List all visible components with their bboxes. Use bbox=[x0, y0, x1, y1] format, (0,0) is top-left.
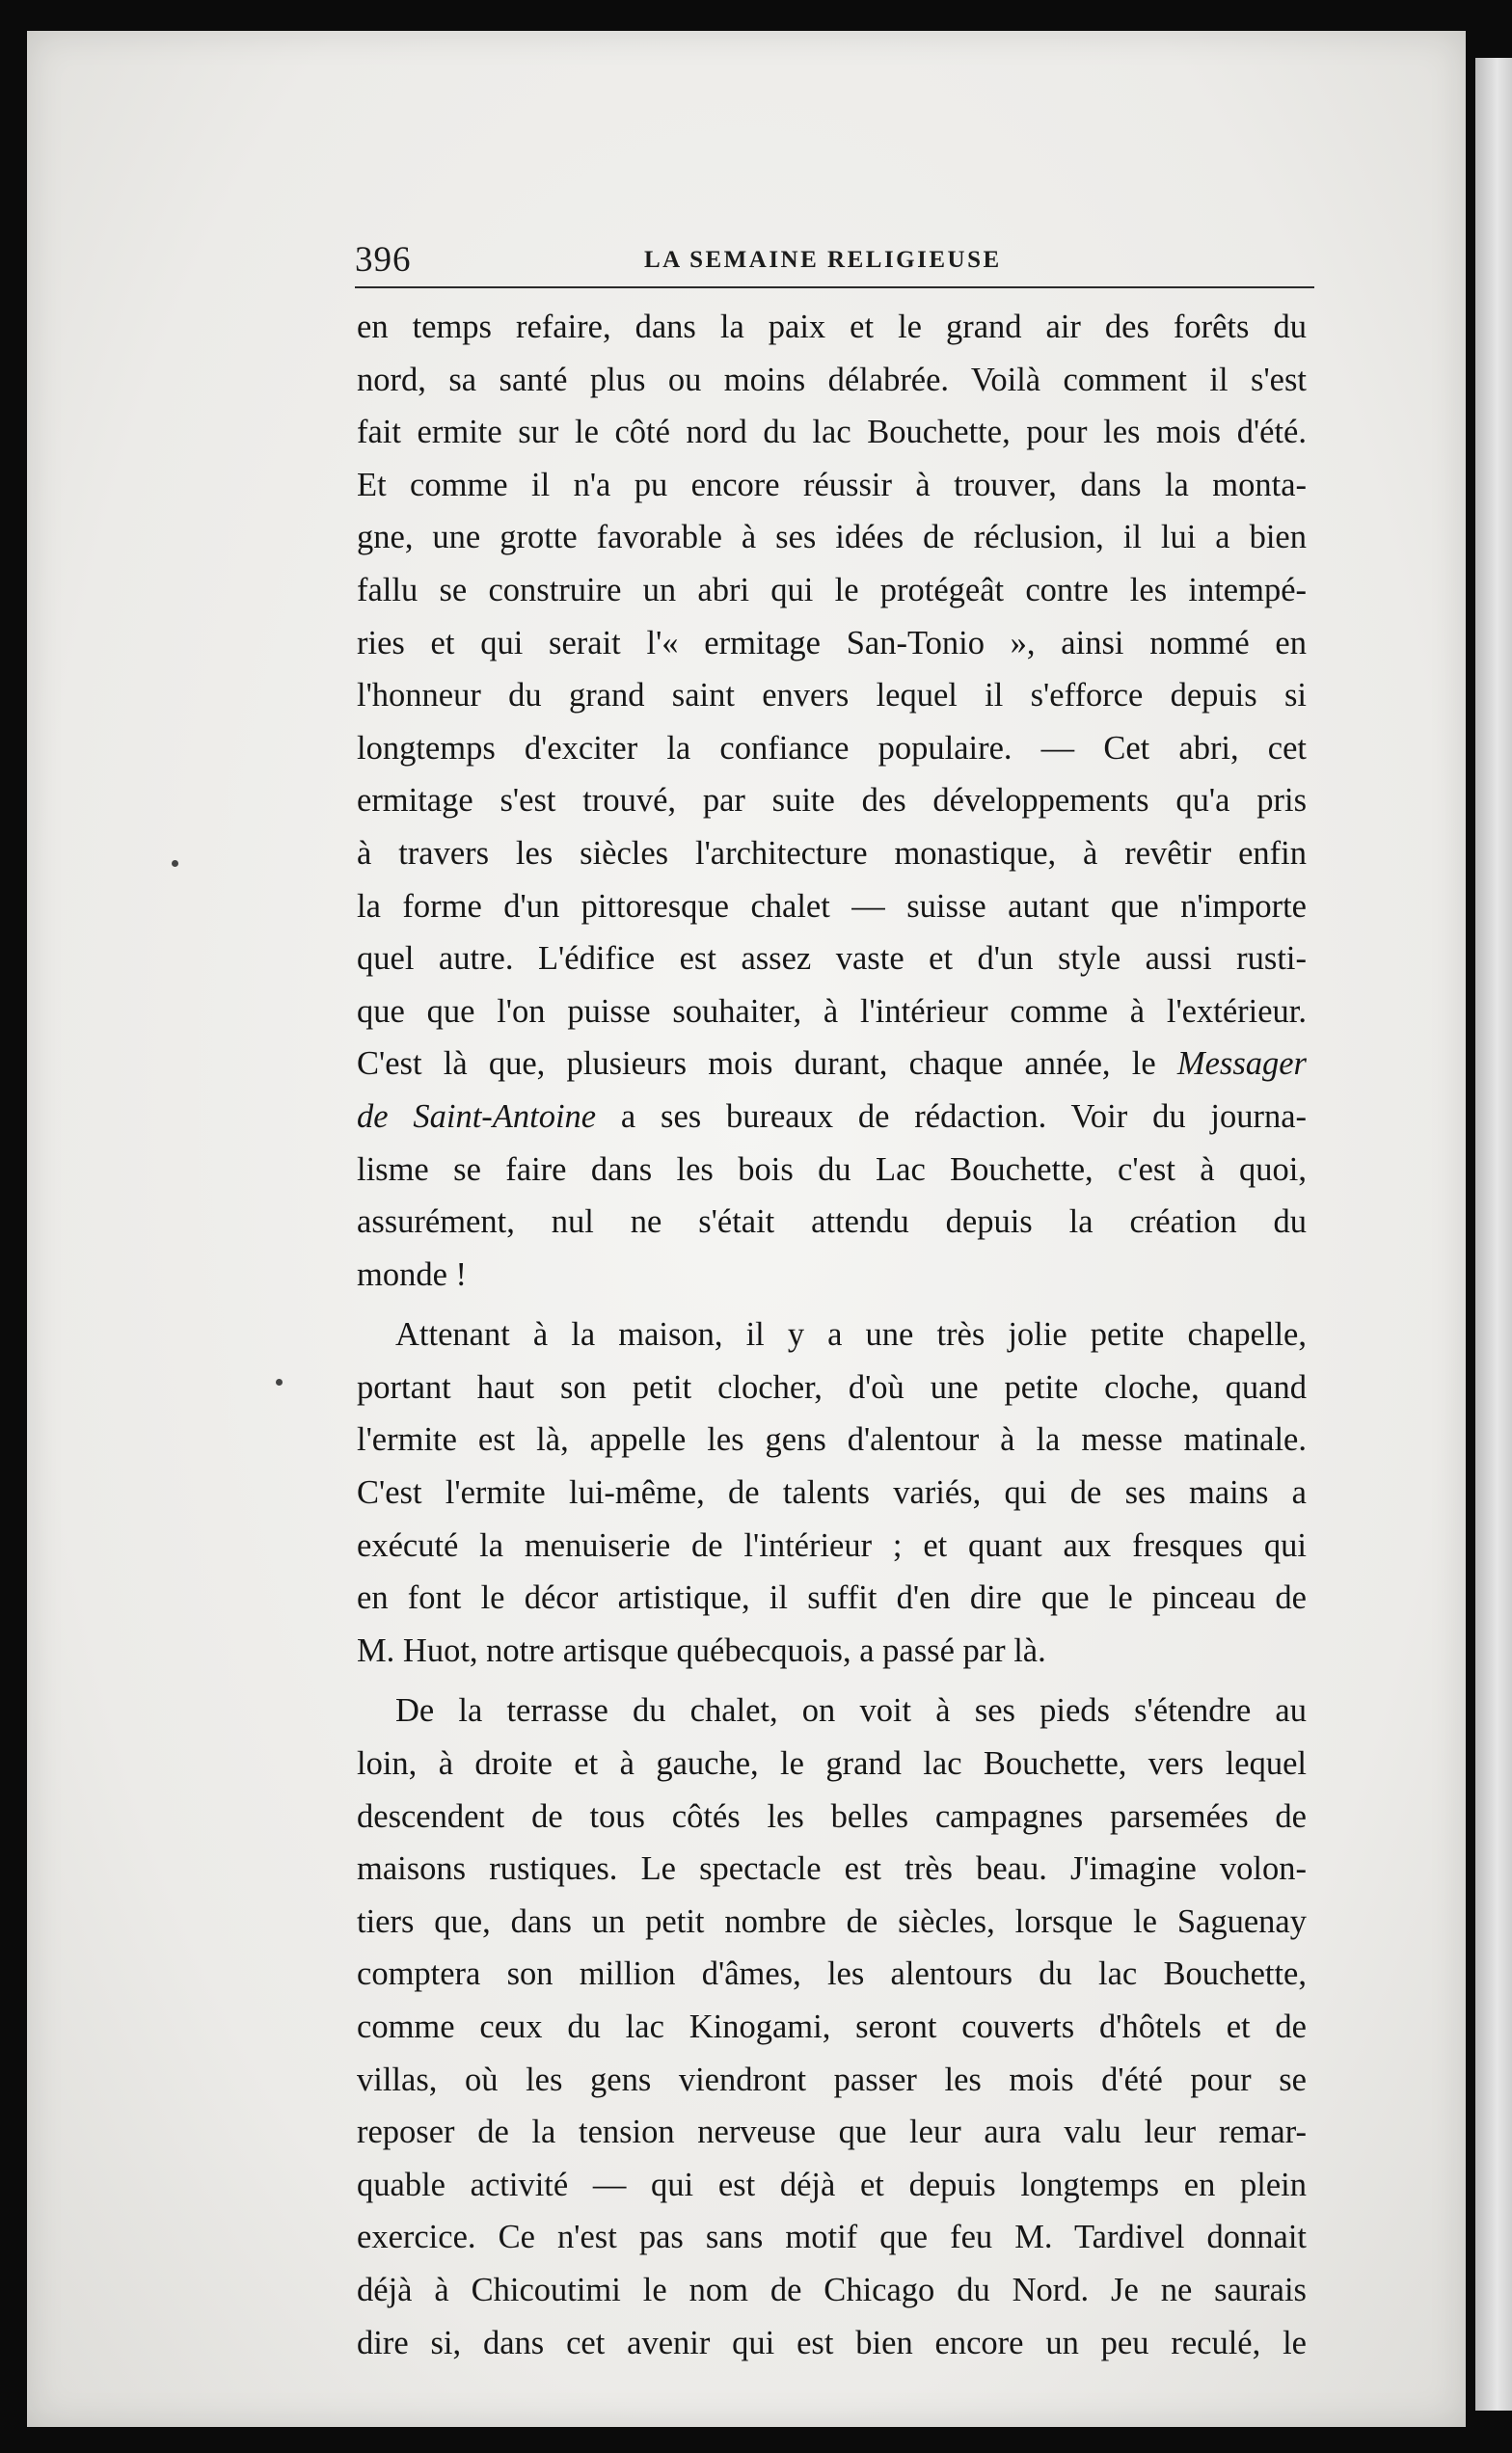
text-line: la forme d'un pittoresque chalet — suisse autant que n'importe bbox=[357, 887, 1307, 925]
header-rule bbox=[355, 286, 1314, 288]
text-line: de Saint-Antoine a ses bureaux de rédaction. Voir du journa- bbox=[357, 1097, 1307, 1135]
text-line: loin, à droite et à gauche, le grand lac Bouchette, vers lequel bbox=[357, 1745, 1307, 1783]
text-line: maisons rustiques. Le spectacle est très beau. J'imagine volon- bbox=[357, 1850, 1307, 1888]
text-line: longtemps d'exciter la confiance populaire. — Cet abri, cet bbox=[357, 729, 1307, 767]
paragraph-gap bbox=[357, 1677, 1307, 1685]
ink-speck bbox=[276, 1379, 283, 1386]
text-line: C'est l'ermite lui-même, de talents variés, qui de ses mains a bbox=[357, 1474, 1307, 1512]
text-line: à travers les siècles l'architecture monastique, à revêtir enfin bbox=[357, 834, 1307, 872]
text-line: assurément, nul ne s'était attendu depuis la création du bbox=[357, 1203, 1307, 1241]
text-line: descendent de tous côtés les belles campagnes parsemées de bbox=[357, 1797, 1307, 1835]
text-line: Et comme il n'a pu encore réussir à trouver, dans la monta- bbox=[357, 466, 1307, 503]
text-line: De la terrasse du chalet, on voit à ses pieds s'étendre au bbox=[395, 1692, 1307, 1730]
text-line: fait ermite sur le côté nord du lac Bouchette, pour les mois d'été. bbox=[357, 414, 1307, 451]
text-line: Attenant à la maison, il y a une très jolie petite chapelle, bbox=[395, 1316, 1307, 1354]
paragraph-gap bbox=[357, 1301, 1307, 1308]
text-line: nord, sa santé plus ou moins délabrée. Voilà comment il s'est bbox=[357, 361, 1307, 398]
text-line: exercice. Ce n'est pas sans motif que feu M. Tardivel donnait bbox=[357, 2219, 1307, 2256]
text-line: l'ermite est là, appelle les gens d'alentour à la messe matinale. bbox=[357, 1421, 1307, 1459]
text-line: dire si, dans cet avenir qui est bien encore un peu reculé, le bbox=[357, 2324, 1307, 2361]
periodical-title: de Saint-Antoine bbox=[357, 1097, 597, 1135]
text-line: reposer de la tension nerveuse que leur aura valu leur remar- bbox=[357, 2114, 1307, 2151]
text-line: lisme se faire dans les bois du Lac Bouchette, c'est à quoi, bbox=[357, 1150, 1307, 1188]
periodical-title: Messager bbox=[1176, 1045, 1307, 1083]
text-line: quel autre. L'édifice est assez vaste et d'un style aussi rusti- bbox=[357, 940, 1307, 978]
ink-speck bbox=[172, 860, 178, 867]
text-line: que que l'on puisse souhaiter, à l'intérieur comme à l'extérieur. bbox=[357, 992, 1307, 1030]
text-line: M. Huot, notre artisque québecquois, a passé par là. bbox=[357, 1631, 1046, 1669]
text-line: ermitage s'est trouvé, par suite des développements qu'a pris bbox=[357, 782, 1307, 820]
text-line: en temps refaire, dans la paix et le grand air des forêts du bbox=[357, 309, 1307, 345]
text-line: l'honneur du grand saint envers lequel il s'efforce depuis si bbox=[357, 677, 1307, 714]
text-line: portant haut son petit clocher, d'où une petite cloche, quand bbox=[357, 1368, 1307, 1406]
text-line: en font le décor artistique, il suffit d'en dire que le pinceau de bbox=[357, 1579, 1307, 1617]
text-line: exécuté la menuiserie de l'intérieur ; et quant aux fresques qui bbox=[357, 1526, 1307, 1564]
text-line: monde ! bbox=[357, 1255, 468, 1293]
article-body bbox=[357, 301, 1307, 2369]
text-line: déjà à Chicoutimi le nom de Chicago du Nord. Je ne saurais bbox=[357, 2271, 1307, 2308]
text-line: ries et qui serait l'« ermitage San-Tonio », ainsi nommé en bbox=[357, 624, 1307, 661]
text-line: comme ceux du lac Kinogami, seront couverts d'hôtels et de bbox=[357, 2008, 1307, 2045]
page-number: 396 bbox=[355, 240, 412, 280]
journal-title: LA SEMAINE RELIGIEUSE bbox=[644, 247, 1002, 273]
text-line: quable activité — qui est déjà et depuis longtemps en plein bbox=[357, 2166, 1307, 2203]
running-header bbox=[355, 239, 1319, 289]
text-line: C'est là que, plusieurs mois durant, chaque année, le Messager bbox=[357, 1045, 1307, 1083]
text-line: comptera son million d'âmes, les alentours du lac Bouchette, bbox=[357, 1955, 1307, 1993]
text-line: fallu se construire un abri qui le protégeât contre les intempé- bbox=[357, 571, 1307, 608]
next-page-edge bbox=[1475, 58, 1512, 2411]
text-line: gne, une grotte favorable à ses idées de réclusion, il lui a bien bbox=[357, 519, 1307, 556]
text-line: villas, où les gens viendront passer les mois d'été pour se bbox=[357, 2061, 1307, 2098]
text-line: tiers que, dans un petit nombre de siècles, lorsque le Saguenay bbox=[357, 1902, 1307, 1940]
